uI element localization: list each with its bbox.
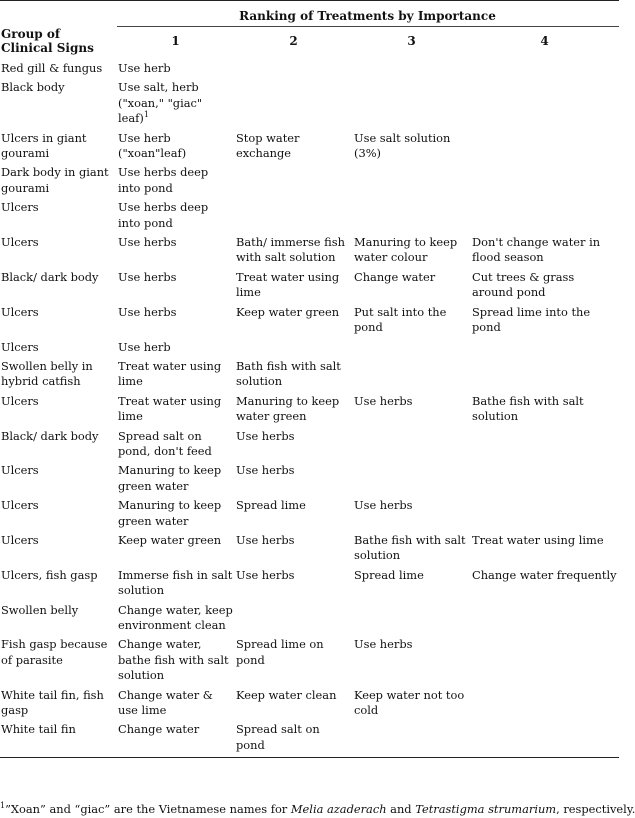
treatment-rank-4-cell bbox=[471, 127, 619, 162]
treatment-rank-3-cell bbox=[353, 161, 471, 196]
cell-text: White tail fin bbox=[1, 722, 76, 737]
treatment-rank-4-cell bbox=[471, 494, 619, 529]
treatment-rank-4-cell bbox=[471, 718, 619, 757]
cell-text: Use herbs bbox=[236, 532, 295, 547]
treatment-rank-3-cell bbox=[353, 599, 471, 634]
treatment-rank-4-cell bbox=[471, 459, 619, 494]
clinical-sign-cell bbox=[0, 564, 117, 599]
cell-text: Spread lime bbox=[236, 498, 306, 513]
header-row-2 bbox=[0, 27, 619, 58]
treatment-rank-2-cell bbox=[235, 599, 353, 634]
treatment-rank-3-cell bbox=[353, 459, 471, 494]
cell-text: Red gill & fungus bbox=[1, 61, 103, 75]
treatment-rank-1-cell bbox=[117, 494, 235, 529]
treatment-rank-2-cell bbox=[235, 718, 353, 757]
treatment-rank-3-cell bbox=[353, 76, 471, 126]
treatment-rank-4-cell bbox=[471, 301, 619, 336]
cell-text: Cut trees & grass around pond bbox=[472, 269, 575, 300]
treatment-rank-3-cell bbox=[353, 355, 471, 390]
treatment-rank-3-cell bbox=[353, 266, 471, 301]
treatment-rank-1-cell bbox=[117, 529, 235, 564]
treatment-rank-1-cell bbox=[117, 355, 235, 390]
treatment-rank-4-cell bbox=[471, 57, 619, 76]
treatment-rank-3-cell bbox=[353, 301, 471, 336]
treatment-rank-2-cell bbox=[235, 459, 353, 494]
treatment-rank-1-cell bbox=[117, 684, 235, 719]
treatment-rank-4-cell bbox=[471, 564, 619, 599]
cell-text: Treat water using lime bbox=[118, 393, 222, 424]
treatment-rank-3-cell bbox=[353, 336, 471, 355]
treatment-rank-4-cell bbox=[471, 231, 619, 266]
cell-text: Change water frequently bbox=[472, 567, 617, 582]
cell-text: Black/ dark body bbox=[1, 428, 99, 443]
cell-text: Spread salt on pond bbox=[236, 722, 320, 752]
clinical-sign-cell bbox=[0, 57, 117, 76]
table-row bbox=[0, 355, 619, 390]
cell-text: Manuring to keep water colour bbox=[354, 235, 458, 265]
cell-text: Change water & use lime bbox=[118, 687, 213, 718]
clinical-sign-cell bbox=[0, 196, 117, 231]
treatment-rank-2-cell bbox=[235, 684, 353, 719]
treatment-rank-1-cell bbox=[117, 161, 235, 196]
treatment-rank-2-cell bbox=[235, 127, 353, 162]
clinical-sign-cell bbox=[0, 76, 117, 126]
table-row bbox=[0, 390, 619, 425]
treatment-rank-4-cell bbox=[471, 425, 619, 460]
table-row bbox=[0, 231, 619, 266]
table-row bbox=[0, 494, 619, 529]
cell-text: Keep water green bbox=[236, 304, 340, 319]
cell-text: White tail fin, fish gasp bbox=[1, 687, 104, 718]
treatment-rank-3-cell bbox=[353, 529, 471, 564]
treatment-rank-3-cell bbox=[353, 718, 471, 757]
cell-text: Change water bbox=[118, 722, 200, 737]
rank-header-2: 2 bbox=[289, 34, 298, 49]
treatment-rank-4-cell bbox=[471, 529, 619, 564]
clinical-sign-cell bbox=[0, 301, 117, 336]
cell-text: Use herbs bbox=[236, 567, 295, 582]
cell-text: Change water, bathe fish with salt solution bbox=[118, 637, 229, 683]
treatment-rank-1-cell bbox=[117, 633, 235, 683]
cell-text: Ulcers, fish gasp bbox=[1, 567, 98, 582]
clinical-sign-cell bbox=[0, 390, 117, 425]
cell-text: Bath/ immerse fish with salt solution bbox=[236, 235, 345, 265]
cell-text: Use herbs bbox=[354, 637, 413, 652]
footnote-text-pre: ”Xoan” and “giac” are the Vietnamese names for bbox=[5, 802, 291, 816]
treatment-rank-2-cell bbox=[235, 301, 353, 336]
clinical-sign-cell bbox=[0, 599, 117, 634]
cell-text: Use herbs bbox=[354, 498, 413, 513]
clinical-sign-cell bbox=[0, 633, 117, 683]
treatment-rank-4-cell bbox=[471, 266, 619, 301]
cell-text: Use herbs bbox=[354, 393, 413, 408]
footnote-text-mid: and bbox=[386, 802, 416, 816]
cell-text: Treat water using lime bbox=[472, 532, 604, 547]
table-row bbox=[0, 684, 619, 719]
cell-text: Keep water not too cold bbox=[354, 687, 465, 718]
treatment-rank-3-cell bbox=[353, 390, 471, 425]
cell-text: Treat water using lime bbox=[236, 269, 340, 300]
treatment-rank-2-cell bbox=[235, 633, 353, 683]
cell-text: Dark body in giant gourami bbox=[1, 165, 109, 195]
treatment-rank-4-cell bbox=[471, 355, 619, 390]
cell-text: Use herbs bbox=[118, 304, 177, 319]
table-row bbox=[0, 57, 619, 76]
treatment-rank-1-cell bbox=[117, 196, 235, 231]
cell-text: Black body bbox=[1, 80, 65, 95]
table-row bbox=[0, 301, 619, 336]
cell-text: Spread lime into the pond bbox=[472, 304, 591, 335]
treatment-rank-4-cell bbox=[471, 76, 619, 126]
table-row bbox=[0, 564, 619, 599]
clinical-sign-cell bbox=[0, 127, 117, 162]
cell-text: Black/ dark body bbox=[1, 269, 99, 284]
table-row bbox=[0, 718, 619, 757]
cell-text: Ulcers in giant gourami bbox=[1, 130, 87, 161]
treatment-rank-4-cell bbox=[471, 161, 619, 196]
cell-text: Change water, keep environment clean bbox=[118, 602, 233, 632]
cell-text: Treat water using lime bbox=[118, 358, 222, 389]
cell-text: Use herb bbox=[118, 339, 171, 354]
treatment-rank-2-cell bbox=[235, 76, 353, 126]
footnote-species-1: Melia azaderach bbox=[290, 802, 387, 816]
table-body bbox=[0, 57, 619, 758]
footnote-species-2: Tetrastigma strumarium bbox=[415, 802, 557, 816]
treatment-rank-1-cell bbox=[117, 231, 235, 266]
cell-text: Use herbs deep into pond bbox=[118, 200, 209, 230]
cell-text: Use herb bbox=[118, 61, 171, 75]
footnote-marker: 1 bbox=[0, 801, 6, 811]
cell-text: Ulcers bbox=[1, 498, 39, 513]
treatment-rank-4-cell bbox=[471, 196, 619, 231]
treatment-rank-1-cell bbox=[117, 127, 235, 162]
cell-text: Use herb ("xoan"leaf) bbox=[118, 130, 187, 161]
treatment-rank-3-cell bbox=[353, 196, 471, 231]
treatment-rank-2-cell bbox=[235, 336, 353, 355]
table-row bbox=[0, 76, 619, 126]
clinical-sign-cell bbox=[0, 231, 117, 266]
treatment-rank-3-cell bbox=[353, 425, 471, 460]
clinical-sign-cell bbox=[0, 355, 117, 390]
treatment-rank-1-cell bbox=[117, 76, 235, 126]
treatment-rank-2-cell bbox=[235, 390, 353, 425]
cell-text: Keep water clean bbox=[236, 687, 337, 702]
treatment-rank-2-cell bbox=[235, 196, 353, 231]
treatment-rank-4-cell bbox=[471, 599, 619, 634]
treatment-rank-3-cell bbox=[353, 564, 471, 599]
ranking-span-header: Ranking of Treatments by Importance bbox=[117, 2, 619, 27]
cell-text: Manuring to keep green water bbox=[118, 463, 222, 493]
footnote-text-post: , respectively. bbox=[556, 802, 635, 816]
table-row bbox=[0, 529, 619, 564]
treatment-rank-1-cell bbox=[117, 564, 235, 599]
cell-text: Spread lime bbox=[354, 567, 424, 582]
treatment-rank-3-cell bbox=[353, 494, 471, 529]
clinical-sign-cell bbox=[0, 336, 117, 355]
table-row bbox=[0, 599, 619, 634]
treatment-rank-2-cell bbox=[235, 494, 353, 529]
treatment-rank-1-cell bbox=[117, 57, 235, 76]
treatment-rank-2-cell bbox=[235, 529, 353, 564]
cell-text: Use herbs bbox=[236, 428, 295, 443]
cell-text: Put salt into the pond bbox=[354, 304, 447, 335]
clinical-sign-cell bbox=[0, 425, 117, 460]
cell-text: Use herbs bbox=[236, 463, 295, 478]
treatment-rank-4-cell bbox=[471, 390, 619, 425]
treatment-rank-4-cell bbox=[471, 336, 619, 355]
treatment-rank-3-cell bbox=[353, 231, 471, 266]
footnote bbox=[0, 801, 635, 816]
cell-text: Use salt, herb ("xoan," "giac" leaf) bbox=[118, 80, 203, 126]
clinical-sign-cell bbox=[0, 266, 117, 301]
treatment-rank-4-cell bbox=[471, 684, 619, 719]
treatment-rank-3-cell bbox=[353, 684, 471, 719]
rank-header-4: 4 bbox=[540, 34, 549, 49]
table-row bbox=[0, 127, 619, 162]
cell-text: Use salt solution (3%) bbox=[354, 130, 451, 161]
cell-text: Use herbs deep into pond bbox=[118, 165, 209, 195]
clinical-sign-cell bbox=[0, 459, 117, 494]
treatment-rank-1-cell bbox=[117, 425, 235, 460]
treatment-rank-2-cell bbox=[235, 161, 353, 196]
cell-text: Don't change water in flood season bbox=[472, 235, 601, 265]
table-row bbox=[0, 425, 619, 460]
table-row bbox=[0, 336, 619, 355]
cell-text: Spread lime on pond bbox=[236, 637, 324, 667]
treatment-rank-2-cell bbox=[235, 425, 353, 460]
cell-text: Swollen belly in hybrid catfish bbox=[1, 358, 93, 389]
cell-text: Change water bbox=[354, 269, 436, 284]
table-row bbox=[0, 161, 619, 196]
cell-text: Ulcers bbox=[1, 304, 39, 319]
cell-text: Swollen belly bbox=[1, 602, 79, 617]
rank-header-1: 1 bbox=[171, 34, 180, 49]
cell-text: Immerse fish in salt solution bbox=[118, 567, 233, 598]
cell-text: Ulcers bbox=[1, 200, 39, 215]
table-row bbox=[0, 196, 619, 231]
treatment-rank-3-cell bbox=[353, 127, 471, 162]
treatment-rank-1-cell bbox=[117, 266, 235, 301]
footnote-ref: 1 bbox=[143, 110, 149, 120]
clinical-sign-cell bbox=[0, 494, 117, 529]
cell-text: Ulcers bbox=[1, 393, 39, 408]
cell-text: Ulcers bbox=[1, 235, 39, 250]
cell-text: Fish gasp because of parasite bbox=[1, 637, 108, 667]
cell-text: Manuring to keep water green bbox=[236, 393, 340, 424]
cell-text: Stop water exchange bbox=[236, 130, 300, 161]
treatment-rank-1-cell bbox=[117, 599, 235, 634]
table-row bbox=[0, 266, 619, 301]
cell-text: Bathe fish with salt solution bbox=[472, 393, 584, 424]
header-row-1 bbox=[0, 2, 619, 27]
cell-text: Use herbs bbox=[118, 269, 177, 284]
treatment-rank-4-cell bbox=[471, 633, 619, 683]
treatment-rank-2-cell bbox=[235, 355, 353, 390]
treatment-rank-3-cell bbox=[353, 633, 471, 683]
treatment-rank-1-cell bbox=[117, 718, 235, 757]
treatment-rank-1-cell bbox=[117, 390, 235, 425]
treatment-rank-1-cell bbox=[117, 336, 235, 355]
clinical-sign-cell bbox=[0, 718, 117, 757]
table-row bbox=[0, 633, 619, 683]
treatment-rank-2-cell bbox=[235, 266, 353, 301]
cell-text: Ulcers bbox=[1, 463, 39, 478]
cell-text: Ulcers bbox=[1, 339, 39, 354]
treatment-rank-2-cell bbox=[235, 57, 353, 76]
cell-text: Ulcers bbox=[1, 532, 39, 547]
cell-text: Spread salt on pond, don't feed bbox=[118, 428, 212, 458]
clinical-sign-cell bbox=[0, 684, 117, 719]
cell-text: Manuring to keep green water bbox=[118, 498, 222, 528]
cell-text: Keep water green bbox=[118, 532, 222, 547]
cell-text: Bath fish with salt solution bbox=[236, 358, 341, 389]
clinical-sign-cell bbox=[0, 161, 117, 196]
group-header: Group of Clinical Signs bbox=[1, 27, 94, 55]
treatment-rank-2-cell bbox=[235, 564, 353, 599]
table-row bbox=[0, 459, 619, 494]
treatment-rank-1-cell bbox=[117, 459, 235, 494]
clinical-sign-cell bbox=[0, 529, 117, 564]
treatment-rank-1-cell bbox=[117, 301, 235, 336]
cell-text: Use herbs bbox=[118, 235, 177, 250]
rank-header-3: 3 bbox=[407, 34, 416, 49]
treatment-rank-3-cell bbox=[353, 57, 471, 76]
treatment-rank-2-cell bbox=[235, 231, 353, 266]
cell-text: Bathe fish with salt solution bbox=[354, 532, 466, 563]
